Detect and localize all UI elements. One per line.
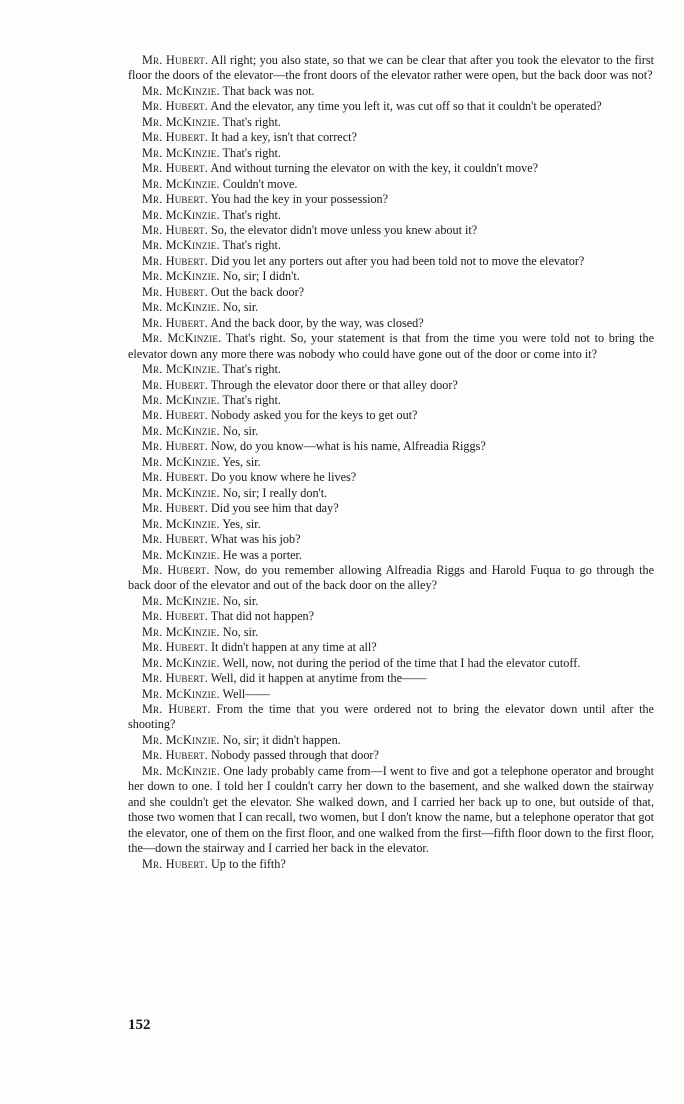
speech-text: That's right. So, your statement is that from the time you were told not to bring the elevator down any more there was nobody who could have gone out of the door or come into it? [128, 331, 655, 361]
testimony-paragraph [128, 177, 654, 192]
testimony-paragraph [128, 857, 654, 872]
testimony-paragraph [128, 408, 654, 423]
testimony-paragraph [128, 115, 654, 130]
speaker-label: Mr. Hubert. [142, 284, 208, 299]
speaker-label: Mr. McKinzie. [142, 516, 220, 531]
speech-text: That's right. [219, 114, 281, 129]
speech-text: No, sir; it didn't happen. [219, 732, 341, 747]
testimony-paragraph [128, 640, 654, 655]
speech-text: He was a porter. [219, 547, 302, 562]
speaker-label: Mr. McKinzie. [142, 392, 220, 407]
testimony-paragraph [128, 563, 654, 594]
speech-text: And the back door, by the way, was closed? [207, 315, 424, 330]
testimony-paragraph [128, 99, 654, 114]
testimony-paragraph [128, 146, 654, 161]
speech-text: And without turning the elevator on with the key, it couldn't move? [207, 161, 539, 176]
speech-text: Out the back door? [207, 284, 305, 299]
speaker-label: Mr. McKinzie. [142, 207, 220, 222]
speaker-label: Mr. McKinzie. [142, 114, 220, 129]
speaker-label: Mr. McKinzie. [142, 423, 220, 438]
speaker-label: Mr. Hubert. [142, 856, 208, 871]
speaker-label: Mr. McKinzie. [142, 331, 222, 346]
speech-text: So, the elevator didn't move unless you knew about it? [207, 222, 478, 237]
speaker-label: Mr. McKinzie. [142, 655, 220, 670]
testimony-paragraph [128, 300, 654, 315]
speech-text: No, sir. [219, 423, 259, 438]
testimony-paragraph [128, 733, 654, 748]
testimony-paragraph [128, 192, 654, 207]
speech-text: That's right. [219, 238, 281, 253]
speaker-label: Mr. McKinzie. [142, 547, 220, 562]
speaker-label: Mr. Hubert. [142, 130, 208, 145]
speech-text: Yes, sir. [219, 516, 261, 531]
speaker-label: Mr. McKinzie. [142, 485, 220, 500]
speaker-label: Mr. McKinzie. [142, 686, 220, 701]
speaker-label: Mr. Hubert. [142, 192, 208, 207]
speech-text: No, sir. [219, 300, 259, 315]
speech-text: It had a key, isn't that correct? [207, 130, 357, 145]
speech-text: Do you know where he lives? [207, 470, 357, 485]
speaker-label: Mr. Hubert. [142, 532, 208, 547]
testimony-paragraph [128, 393, 654, 408]
testimony-paragraph [128, 378, 654, 393]
speech-text: Yes, sir. [219, 454, 261, 469]
speech-text: Did you let any porters out after you had been told not to move the elevator? [207, 253, 585, 268]
speaker-label: Mr. Hubert. [142, 53, 209, 67]
testimony-paragraph [128, 130, 654, 145]
speaker-label: Mr. McKinzie. [142, 300, 220, 315]
speaker-label: Mr. Hubert. [142, 748, 208, 763]
testimony-paragraph [128, 455, 654, 470]
speech-text: No, sir. [219, 593, 259, 608]
speaker-label: Mr. McKinzie. [142, 145, 220, 160]
testimony-paragraph [128, 532, 654, 547]
testimony-paragraph [128, 238, 654, 253]
speech-text: Nobody passed through that door? [207, 748, 379, 763]
speech-text: All right; you also state, so that we can be clear that after you took the elevator to the first floor the doors of the elevator—the front doors of the elevator rather were open, but the back door was not? [128, 53, 654, 83]
speech-text: It didn't happen at any time at all? [207, 640, 377, 655]
speaker-label: Mr. McKinzie. [142, 362, 220, 377]
speech-text: Well, now, not during the period of the time that I had the elevator cutoff. [219, 655, 581, 670]
speaker-label: Mr. McKinzie. [142, 269, 220, 284]
speaker-label: Mr. Hubert. [142, 562, 210, 577]
speech-text: You had the key in your possession? [207, 192, 389, 207]
speaker-label: Mr. Hubert. [142, 439, 208, 454]
speech-text: And the elevator, any time you left it, was cut off so that it couldn't be operated? [207, 99, 602, 114]
testimony-paragraph [128, 470, 654, 485]
page-number: 152 [128, 1017, 151, 1033]
speech-text: Did you see him that day? [207, 501, 339, 516]
speech-text: Couldn't move. [219, 176, 298, 191]
speech-text: Through the elevator door there or that alley door? [207, 377, 458, 392]
testimony-paragraph [128, 424, 654, 439]
testimony-paragraph [128, 625, 654, 640]
speaker-label: Mr. Hubert. [142, 640, 208, 655]
speaker-label: Mr. McKinzie. [142, 624, 220, 639]
testimony-paragraph [128, 161, 654, 176]
speaker-label: Mr. Hubert. [142, 671, 208, 686]
testimony-paragraph [128, 254, 654, 269]
testimony-paragraph [128, 609, 654, 624]
testimony-paragraph [128, 486, 654, 501]
testimony-paragraph [128, 764, 654, 857]
speaker-label: Mr. McKinzie. [142, 732, 220, 747]
speaker-label: Mr. McKinzie. [142, 593, 220, 608]
speaker-label: Mr. Hubert. [142, 609, 208, 624]
testimony-paragraph [128, 656, 654, 671]
speaker-label: Mr. McKinzie. [142, 238, 220, 253]
speaker-label: Mr. Hubert. [142, 501, 208, 516]
speech-text: That back was not. [219, 83, 315, 98]
testimony-paragraph [128, 548, 654, 563]
testimony-paragraph [128, 439, 654, 454]
speech-text: One lady probably came from—I went to five and got a telephone operator and brought her down to one. I told her I couldn't carry her down to the basement, and she walked down the stairway and she couldn't get the elevator. She walked down, and I carried her back up to one, but outside of that, those two women that I can recall, two women, but I don't know the name, but a telephone operator that got the elevator, one of them on the first floor, and one walked from the first—fifth floor down to the first floor, the—down the stairway and I carried her back in the elevator. [128, 763, 654, 856]
testimony-paragraph [128, 362, 654, 377]
speaker-label: Mr. Hubert. [142, 408, 208, 423]
speech-text: That's right. [219, 362, 281, 377]
testimony-paragraph [128, 671, 654, 686]
testimony-paragraph [128, 84, 654, 99]
speech-text: That's right. [219, 145, 281, 160]
testimony-paragraph [128, 687, 654, 702]
speech-text: From the time that you were ordered not to bring the elevator down until after the shooting? [128, 702, 654, 732]
speech-text: That did not happen? [207, 609, 315, 624]
speaker-label: Mr. McKinzie. [142, 763, 220, 778]
speech-text: No, sir. [219, 624, 259, 639]
speech-text: Up to the fifth? [207, 856, 286, 871]
testimony-paragraph [128, 517, 654, 532]
testimony-paragraph [128, 594, 654, 609]
speech-text: No, sir; I didn't. [219, 269, 300, 284]
testimony-paragraph [128, 501, 654, 516]
testimony-paragraph [128, 269, 654, 284]
speaker-label: Mr. Hubert. [142, 377, 208, 392]
testimony-text [128, 53, 654, 872]
speaker-label: Mr. Hubert. [142, 99, 208, 114]
speaker-label: Mr. Hubert. [142, 315, 208, 330]
speech-text: Well, did it happen at anytime from the—— [207, 671, 427, 686]
speech-text: Now, do you remember allowing Alfreadia Riggs and Harold Fuqua to go through the back door of the elevator and out of the back door on the alley? [128, 562, 654, 593]
speech-text: No, sir; I really don't. [219, 485, 328, 500]
speech-text: Nobody asked you for the keys to get out? [207, 408, 418, 423]
testimony-paragraph [128, 331, 654, 362]
speaker-label: Mr. Hubert. [142, 222, 208, 237]
testimony-paragraph [128, 223, 654, 238]
testimony-paragraph [128, 702, 654, 733]
speaker-label: Mr. Hubert. [142, 702, 211, 717]
speaker-label: Mr. Hubert. [142, 161, 208, 176]
speech-text: That's right. [219, 392, 281, 407]
speaker-label: Mr. McKinzie. [142, 83, 220, 98]
speaker-label: Mr. Hubert. [142, 253, 208, 268]
speech-text: Now, do you know—what is his name, Alfreadia Riggs? [207, 439, 486, 454]
speech-text: Well—— [219, 686, 270, 701]
speech-text: What was his job? [207, 532, 301, 547]
speaker-label: Mr. McKinzie. [142, 176, 220, 191]
testimony-paragraph [128, 53, 654, 84]
testimony-paragraph [128, 316, 654, 331]
testimony-paragraph [128, 285, 654, 300]
testimony-paragraph [128, 748, 654, 763]
testimony-paragraph [128, 208, 654, 223]
speech-text: That's right. [219, 207, 281, 222]
speaker-label: Mr. Hubert. [142, 470, 208, 485]
speaker-label: Mr. McKinzie. [142, 454, 220, 469]
